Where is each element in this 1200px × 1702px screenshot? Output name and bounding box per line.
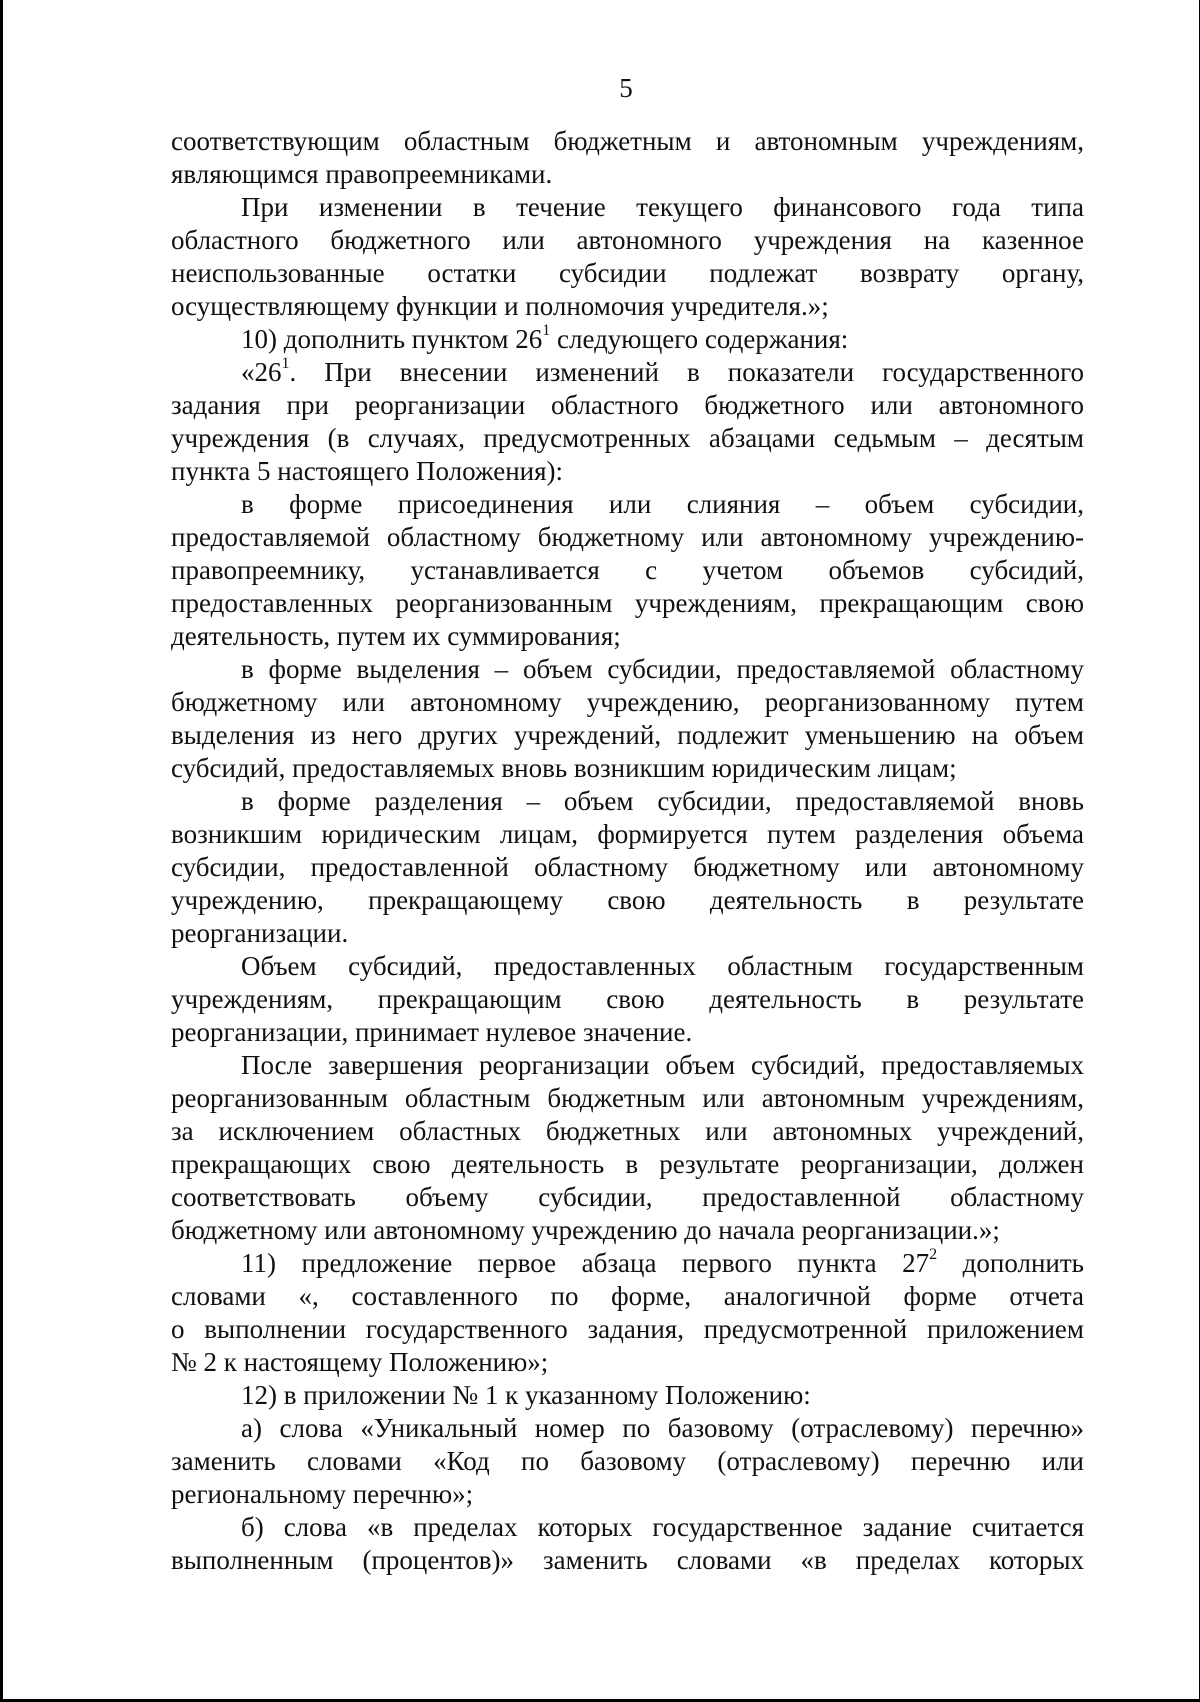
text-line: в форме разделения – объем субсидии, предоставляемой вновь — [241, 786, 1084, 816]
line-text: . При внесении изменений в показатели государственного — [289, 357, 1084, 387]
text-line: Объем субсидий, предоставленных областным государственным — [241, 951, 1084, 981]
text-line: а) слова «Уникальный номер по базовому (отраслевому) перечню» — [241, 1413, 1084, 1443]
text-line — [241, 323, 1084, 355]
page-edge-left — [0, 0, 3, 1702]
text-line: соответствующим областным бюджетным и автономным учреждениям, — [171, 126, 1084, 156]
text-line: выполненным (процентов)» заменить словами «в пределах которых — [171, 1545, 1084, 1575]
text-line: После завершения реорганизации объем субсидий, предоставляемых — [241, 1050, 1084, 1080]
line-text: «26 — [241, 357, 282, 387]
text-line: реорганизованным областным бюджетным или автономным учреждениям, — [171, 1083, 1084, 1113]
text-line: учреждению, прекращающему свою деятельность в результате — [171, 885, 1084, 915]
text-line: учреждениям, прекращающим свою деятельность в результате — [171, 984, 1084, 1014]
text-line: реорганизации, принимает нулевое значение. — [171, 1017, 693, 1047]
text-line: задания при реорганизации областного бюджетного или автономного — [171, 390, 1084, 420]
text-line: предоставляемой областному бюджетному или автономному учреждению- — [171, 522, 1084, 552]
text-line: реорганизации. — [171, 918, 349, 948]
text-line: областного бюджетного или автономного учреждения на казенное — [171, 225, 1084, 255]
text-line: бюджетному или автономному учреждению, реорганизованному путем — [171, 687, 1084, 717]
text-line: в форме присоединения или слияния – объем субсидии, — [241, 489, 1084, 519]
text-line: учреждения (в случаях, предусмотренных абзацами седьмым – десятым — [171, 423, 1084, 453]
line-text: следующего содержания: — [550, 324, 849, 354]
text-line: возникшим юридическим лицам, формируется путем разделения объема — [171, 819, 1084, 849]
text-line: словами «, составленного по форме, аналогичной форме отчета — [171, 1281, 1084, 1311]
superscript: 1 — [542, 322, 551, 339]
text-line: предоставленных реорганизованным учреждениям, прекращающим свою — [171, 588, 1084, 618]
text-line: о выполнении государственного задания, предусмотренной приложением — [171, 1314, 1084, 1344]
text-line: соответствовать объему субсидии, предоставленной областному — [171, 1182, 1084, 1212]
text-line: бюджетному или автономному учреждению до начала реорганизации.»; — [171, 1215, 1000, 1245]
text-line: заменить словами «Код по базовому (отраслевому) перечню или — [171, 1446, 1084, 1476]
text-line: региональному перечню»; — [171, 1479, 474, 1509]
text-line: за исключением областных бюджетных или автономных учреждений, — [171, 1116, 1084, 1146]
text-line: правопреемнику, устанавливается с учетом объемов субсидий, — [171, 555, 1084, 585]
text-line: деятельность, путем их суммирования; — [171, 621, 621, 651]
text-line: субсидии, предоставленной областному бюджетному или автономному — [171, 852, 1084, 882]
text-line: субсидий, предоставляемых вновь возникшим юридическим лицам; — [171, 753, 957, 783]
text-line: в форме выделения – объем субсидии, предоставляемой областному — [241, 654, 1084, 684]
page-number: 5 — [619, 73, 633, 103]
text-line: При изменении в течение текущего финансового года типа — [241, 192, 1084, 222]
text-line: осуществляющему функции и полномочия учредителя.»; — [171, 291, 829, 321]
text-line: прекращающих свою деятельность в результате реорганизации, должен — [171, 1149, 1084, 1179]
text-line: неиспользованные остатки субсидии подлежат возврату органу, — [171, 258, 1084, 288]
text-line: выделения из него других учреждений, подлежит уменьшению на объем — [171, 720, 1084, 750]
text-line — [241, 356, 1084, 388]
text-line: пункта 5 настоящего Положения): — [171, 456, 564, 486]
superscript: 2 — [929, 1246, 938, 1263]
line-text: дополнить — [937, 1248, 1084, 1278]
text-line: б) слова «в пределах которых государственное задание считается — [241, 1512, 1084, 1542]
text-line: являющимся правопреемниками. — [171, 159, 553, 189]
text-line: 12) в приложении № 1 к указанному Положению: — [241, 1380, 811, 1410]
line-text: 11) предложение первое абзаца первого пункта 27 — [241, 1248, 930, 1278]
line-text: 10) дополнить пунктом 26 — [241, 324, 543, 354]
text-line — [241, 1247, 1084, 1279]
text-line: № 2 к настоящему Положению»; — [171, 1347, 549, 1377]
superscript: 1 — [281, 355, 290, 372]
